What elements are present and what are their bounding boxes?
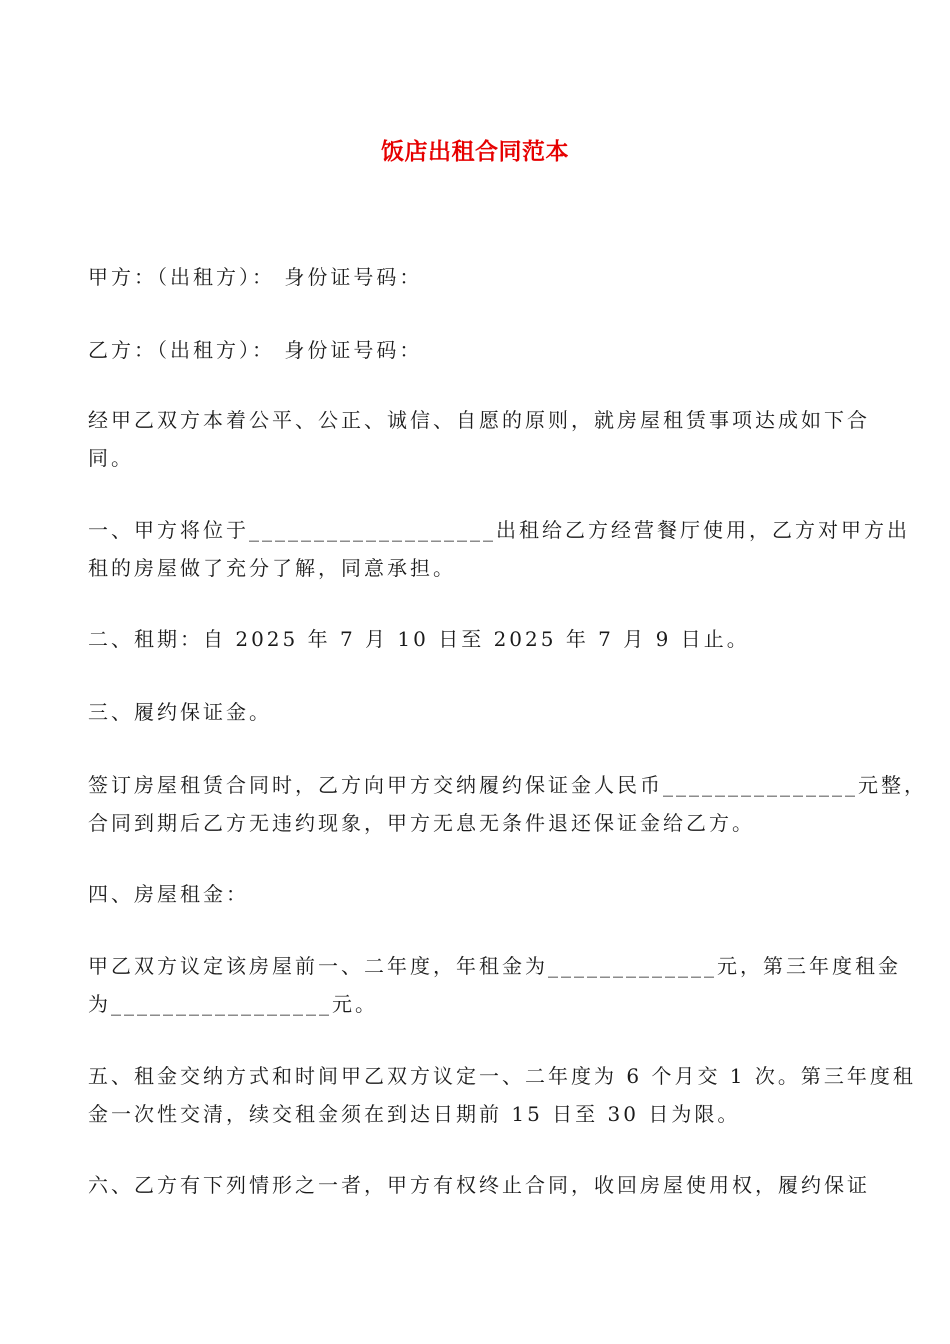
clause-6-paragraph <box>88 1166 872 1204</box>
text-line: 甲乙双方议定该房屋前一、二年度，年租金为_____________元，第三年度租金 <box>88 954 901 978</box>
text-line: 合同到期后乙方无违约现象，甲方无息无条件退还保证金给乙方。 <box>88 811 755 835</box>
clause-4-heading <box>88 875 872 913</box>
text-line: 六、乙方有下列情形之一者，甲方有权终止合同，收回房屋使用权，履约保证 <box>88 1173 870 1197</box>
text-line: 同。 <box>88 446 134 470</box>
text-line: 五、租金交纳方式和时间甲乙双方议定一、二年度为 6 个月交 1 次。第三年度租 <box>88 1064 916 1088</box>
clause-2-paragraph <box>88 620 872 658</box>
text-line: 金一次性交清，续交租金须在到达日期前 15 日至 30 日为限。 <box>88 1102 741 1126</box>
text-line: 签订房屋租赁合同时，乙方向甲方交纳履约保证金人民币_______________元整， <box>88 773 927 797</box>
deposit-paragraph <box>88 766 927 842</box>
text-line: 甲方：（出租方）： 身份证号码： <box>88 265 423 289</box>
preamble-paragraph <box>88 401 872 477</box>
text-line: 乙方：（出租方）： 身份证号码： <box>88 338 423 362</box>
text-line: 二、租期：自 2025 年 7 月 10 日至 2025 年 7 月 9 日止。 <box>88 627 750 651</box>
text-line: 为_________________元。 <box>88 992 378 1016</box>
document-title: 饭店出租合同范本 <box>381 139 569 165</box>
rent-paragraph <box>88 947 901 1023</box>
text-line: 租的房屋做了充分了解，同意承担。 <box>88 556 456 580</box>
text-line: 四、房屋租金： <box>88 882 249 906</box>
party-a-line <box>88 258 872 296</box>
clause-5-paragraph <box>88 1057 916 1133</box>
clause-1-paragraph <box>88 511 910 587</box>
text-line: 一、甲方将位于___________________出租给乙方经营餐厅使用，乙方对甲方出 <box>88 518 910 542</box>
clause-3-heading <box>88 693 872 731</box>
text-line: 三、履约保证金。 <box>88 700 272 724</box>
party-b-line <box>88 331 872 369</box>
text-line: 经甲乙双方本着公平、公正、诚信、自愿的原则，就房屋租赁事项达成如下合 <box>88 408 870 432</box>
